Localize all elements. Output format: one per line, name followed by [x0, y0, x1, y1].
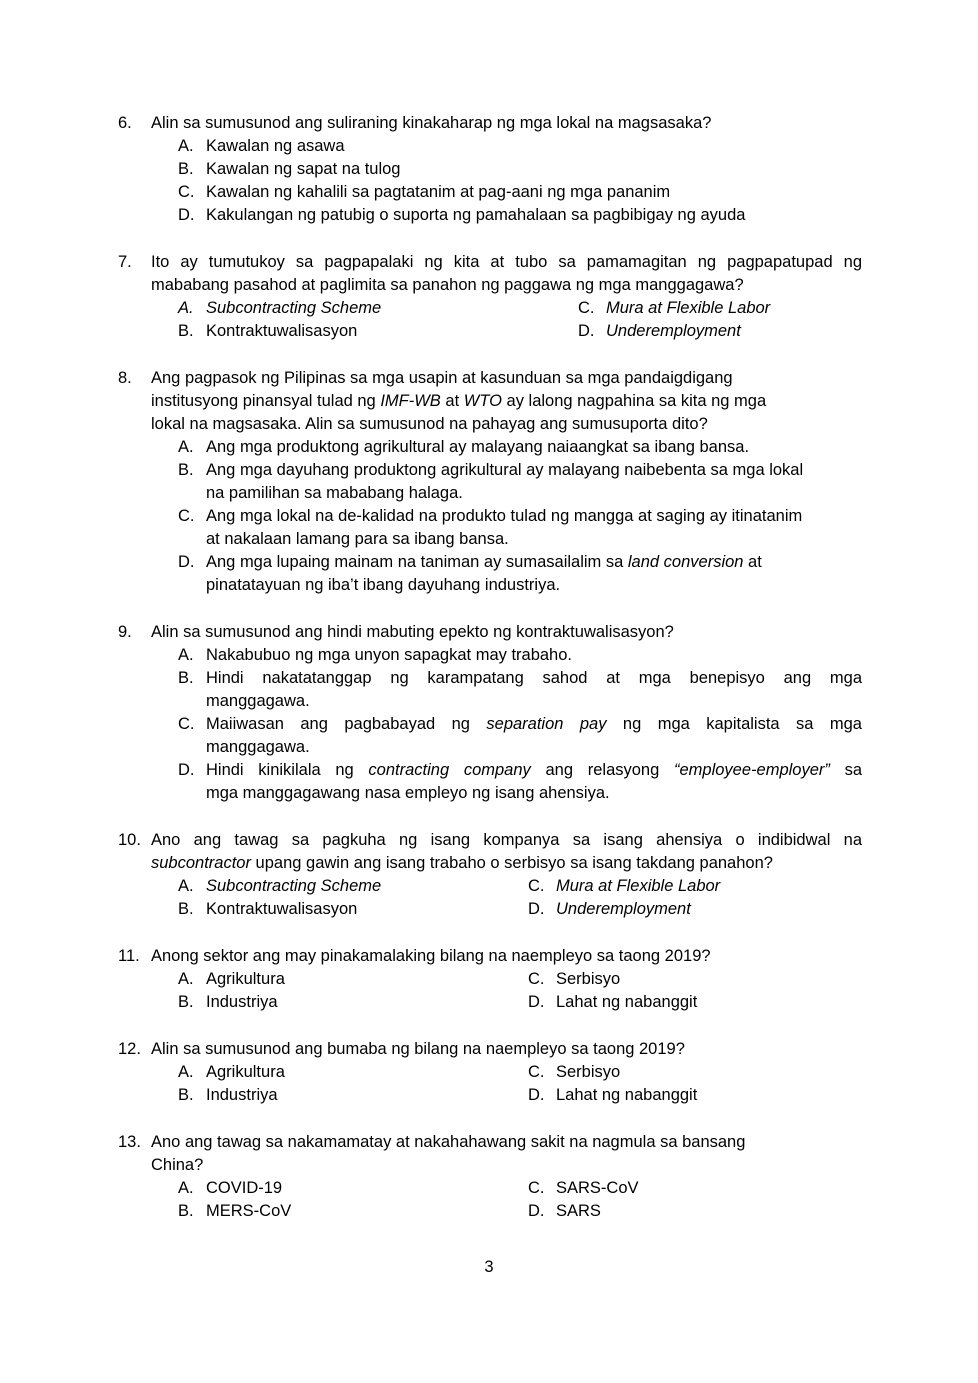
page-number: 3 [484, 1258, 494, 1276]
text: Alin sa sumusunod ang bumaba ng bilang na naempleyo sa taong 2019? [151, 1040, 685, 1058]
option-label: B. [178, 1086, 194, 1104]
text: sa [829, 761, 863, 779]
option-label: D. [528, 993, 545, 1011]
option-a [178, 135, 862, 158]
option-a [178, 1061, 528, 1084]
text: Serbisyo [556, 1063, 621, 1081]
text: institusyong pinansyal tulad ng [151, 392, 381, 410]
text: Agrikultura [206, 1063, 285, 1081]
option-b [178, 898, 528, 921]
text-line [556, 1084, 862, 1107]
text: at [743, 553, 762, 571]
option-text [206, 505, 862, 551]
question-prompt [151, 621, 862, 644]
italic-text: land conversion [627, 553, 744, 571]
option-label: D. [178, 206, 195, 224]
text-line [151, 945, 862, 968]
text: ay lalong nagpahina sa kita ng mga [501, 392, 767, 410]
option-label: D. [178, 761, 195, 779]
options [178, 1177, 862, 1223]
question-number: 13. [118, 1133, 141, 1151]
option-c [178, 181, 862, 204]
text-line [206, 991, 528, 1014]
text: Agrikultura [206, 970, 285, 988]
text-line [206, 528, 862, 551]
option-text [206, 320, 578, 343]
question-9 [118, 621, 862, 805]
option-b [178, 667, 862, 713]
text: Industriya [206, 993, 278, 1011]
question-header [118, 1038, 862, 1061]
option-text [206, 991, 528, 1014]
option-c [528, 968, 862, 991]
option-text [556, 991, 862, 1014]
option-label: C. [578, 299, 595, 317]
text-line [206, 667, 862, 690]
option-a [178, 297, 578, 320]
text-line [206, 736, 862, 759]
text: Ang mga dayuhang produktong agrikultural ay malayang naibebenta sa mga lokal [206, 461, 804, 479]
text: Anong sektor ang may pinakamalaking bilang na naempleyo sa taong 2019? [151, 947, 711, 965]
option-text [556, 1061, 862, 1084]
option-label: D. [528, 900, 545, 918]
text-line [206, 690, 862, 713]
text-line [206, 759, 862, 782]
option-label: B. [178, 1202, 194, 1220]
question-header [118, 367, 862, 436]
question-prompt [151, 945, 862, 968]
text-line [206, 968, 528, 991]
option-text [206, 667, 862, 713]
italic-text: “employee-employer” [673, 761, 830, 779]
option-label: C. [178, 715, 195, 733]
text: ang relasyong [530, 761, 674, 779]
option-label: A. [178, 1179, 194, 1197]
text: Kawalan ng kahalili sa pagtatanim at pag-aani ng mga pananim [206, 183, 671, 201]
option-label: A. [178, 1063, 194, 1081]
text-line [206, 713, 862, 736]
option-text [556, 1177, 862, 1200]
text-line [556, 875, 862, 898]
question-number: 7. [118, 253, 132, 271]
question-number: 6. [118, 114, 132, 132]
option-b [178, 459, 862, 505]
text-line [556, 1177, 862, 1200]
option-label: B. [178, 993, 194, 1011]
option-a [178, 875, 528, 898]
option-text [206, 297, 578, 320]
text: upang gawin ang isang trabaho o serbisyo sa isang takdang panahon? [250, 854, 773, 872]
italic-text: separation pay [486, 715, 607, 733]
option-label: D. [178, 553, 195, 571]
option-text [206, 968, 528, 991]
italic-text: contracting company [368, 761, 531, 779]
option-text [206, 436, 862, 459]
text: Industriya [206, 1086, 278, 1104]
question-prompt [151, 112, 862, 135]
text-line [206, 1200, 528, 1223]
text-line [206, 482, 862, 505]
text: manggagawa. [206, 692, 310, 710]
text-line [206, 135, 862, 158]
text: lokal na magsasaka. Alin sa sumusunod na pahayag ang sumusuporta dito? [151, 415, 708, 433]
italic-text: WTO [463, 392, 502, 410]
options [178, 1061, 862, 1107]
option-label: B. [178, 900, 194, 918]
option-label: C. [178, 507, 195, 525]
options [178, 135, 862, 227]
text-line [151, 1131, 862, 1154]
option-label: A. [178, 970, 194, 988]
option-d [528, 1084, 862, 1107]
option-text [556, 1084, 862, 1107]
option-label: D. [578, 322, 595, 340]
text-line [606, 320, 862, 343]
option-text [206, 181, 862, 204]
option-label: A. [178, 877, 194, 895]
option-text [206, 158, 862, 181]
text: Hindi kinikilala ng [206, 761, 369, 779]
option-text [206, 459, 862, 505]
question-header [118, 621, 862, 644]
question-prompt [151, 367, 862, 436]
option-d [578, 320, 862, 343]
option-text [556, 875, 862, 898]
option-text [206, 898, 528, 921]
option-a [178, 1177, 528, 1200]
option-label: A. [178, 299, 194, 317]
option-text [206, 1200, 528, 1223]
options [178, 436, 862, 597]
text: manggagawa. [206, 738, 310, 756]
text-line [151, 413, 862, 436]
option-text [206, 1177, 528, 1200]
text-line [151, 251, 862, 274]
option-d [528, 1200, 862, 1223]
text-line [206, 875, 528, 898]
question-number: 11. [118, 947, 140, 965]
option-label: A. [178, 438, 194, 456]
option-a [178, 436, 862, 459]
text-line [206, 782, 862, 805]
text: mababang pasahod at paglimita sa panahon ng paggawa ng mga manggagawa? [151, 276, 744, 294]
text: na pamilihan sa mababang halaga. [206, 484, 463, 502]
text-line [151, 1038, 862, 1061]
italic-text: Underemployment [606, 322, 741, 340]
text: SARS [556, 1202, 601, 1220]
option-a [178, 968, 528, 991]
option-d [528, 991, 862, 1014]
text-line [151, 390, 862, 413]
text-line [206, 644, 862, 667]
question-number: 10. [118, 831, 141, 849]
text-line [206, 181, 862, 204]
text-line [556, 991, 862, 1014]
text-line [206, 320, 578, 343]
text: Hindi nakatatanggap ng karampatang sahod at mga benepisyo ang mga [206, 669, 862, 687]
italic-text: IMF-WB [380, 392, 441, 410]
option-d [178, 204, 862, 227]
question-header [118, 829, 862, 875]
italic-text: Subcontracting Scheme [206, 299, 382, 317]
option-label: D. [528, 1202, 545, 1220]
text: Alin sa sumusunod ang suliraning kinakaharap ng mga lokal na magsasaka? [151, 114, 712, 132]
text: at [440, 392, 464, 410]
question-header [118, 112, 862, 135]
option-text [206, 1061, 528, 1084]
options [178, 875, 862, 921]
question-number: 12. [118, 1040, 141, 1058]
text-line [606, 297, 862, 320]
option-text [556, 968, 862, 991]
text: Ang mga lupaing mainam na taniman ay sumasailalim sa [206, 553, 628, 571]
question-prompt [151, 251, 862, 297]
option-text [206, 644, 862, 667]
option-b [178, 1084, 528, 1107]
question-11 [118, 945, 862, 1014]
options [178, 644, 862, 805]
text-line [206, 297, 578, 320]
option-label: B. [178, 669, 194, 687]
text-line [206, 436, 862, 459]
option-b [178, 991, 528, 1014]
text-line [151, 1154, 862, 1177]
option-c [178, 713, 862, 759]
option-c [528, 875, 862, 898]
question-prompt [151, 829, 862, 875]
text-line [151, 621, 862, 644]
text-line [206, 204, 862, 227]
text-line [151, 112, 862, 135]
text-line [206, 898, 528, 921]
option-c [178, 505, 862, 551]
text-line [556, 968, 862, 991]
text: China? [151, 1156, 204, 1174]
questions-area [118, 112, 862, 1247]
question-prompt [151, 1038, 862, 1061]
text-line [206, 505, 862, 528]
option-label: C. [528, 877, 545, 895]
text: Ano ang tawag sa nakamamatay at nakahahawang sakit na nagmula sa bansang [151, 1133, 746, 1151]
option-label: C. [528, 1063, 545, 1081]
question-10 [118, 829, 862, 921]
text-line [556, 1200, 862, 1223]
question-prompt [151, 1131, 862, 1177]
question-number: 9. [118, 623, 132, 641]
text: Ano ang tawag sa pagkuha ng isang kompanya sa isang ahensiya o indibidwal na [151, 831, 862, 849]
text: pinatatayuan ng iba’t ibang dayuhang industriya. [206, 576, 561, 594]
question-12 [118, 1038, 862, 1107]
question-6 [118, 112, 862, 227]
option-b [178, 320, 578, 343]
text-line [206, 574, 862, 597]
text: Ito ay tumutukoy sa pagpapalaki ng kita at tubo sa pamamagitan ng pagpapatupad ng [151, 253, 862, 271]
text: SARS-CoV [556, 1179, 639, 1197]
text: Maiiwasan ang pagbabayad ng [206, 715, 487, 733]
text: Kontraktuwalisasyon [206, 900, 358, 918]
text: Nakabubuo ng mga unyon sapagkat may trabaho. [206, 646, 572, 664]
option-c [528, 1061, 862, 1084]
text: Kakulangan ng patubig o suporta ng pamahalaan sa pagbibigay ng ayuda [206, 206, 746, 224]
option-text [206, 1084, 528, 1107]
option-text [556, 898, 862, 921]
text: at nakalaan lamang para sa ibang bansa. [206, 530, 509, 548]
option-label: B. [178, 461, 194, 479]
text: ng mga kapitalista sa mga [606, 715, 862, 733]
option-label: C. [528, 1179, 545, 1197]
question-13 [118, 1131, 862, 1223]
text: Kawalan ng sapat na tulog [206, 160, 401, 178]
option-c [528, 1177, 862, 1200]
option-text [606, 320, 862, 343]
question-header [118, 251, 862, 297]
italic-text: subcontractor [151, 854, 251, 872]
option-b [178, 158, 862, 181]
text-line [206, 1084, 528, 1107]
question-8 [118, 367, 862, 597]
text: Ang mga produktong agrikultural ay malayang naiaangkat sa ibang bansa. [206, 438, 750, 456]
text: MERS-CoV [206, 1202, 292, 1220]
option-label: C. [528, 970, 545, 988]
option-label: A. [178, 137, 194, 155]
text: Kawalan ng asawa [206, 137, 345, 155]
text-line [151, 852, 862, 875]
option-label: A. [178, 646, 194, 664]
text-line [206, 551, 862, 574]
text-line [151, 274, 862, 297]
italic-text: Underemployment [556, 900, 691, 918]
text: Ang mga lokal na de-kalidad na produkto tulad ng mangga at saging ay itinatanim [206, 507, 803, 525]
text: Ang pagpasok ng Pilipinas sa mga usapin at kasunduan sa mga pandaigdigang [151, 369, 733, 387]
text-line [556, 1061, 862, 1084]
text: mga manggagawang nasa empleyo ng isang ahensiya. [206, 784, 610, 802]
option-text [206, 713, 862, 759]
question-7 [118, 251, 862, 343]
text: COVID-19 [206, 1179, 283, 1197]
option-text [606, 297, 862, 320]
option-c [578, 297, 862, 320]
text: Serbisyo [556, 970, 621, 988]
option-text [206, 759, 862, 805]
option-label: D. [528, 1086, 545, 1104]
text-line [206, 1061, 528, 1084]
text-line [151, 367, 862, 390]
text-line [151, 829, 862, 852]
italic-text: Mura at Flexible Labor [556, 877, 721, 895]
text-line [206, 158, 862, 181]
option-text [206, 875, 528, 898]
text: Kontraktuwalisasyon [206, 322, 358, 340]
option-d [528, 898, 862, 921]
option-text [206, 551, 862, 597]
text-line [206, 1177, 528, 1200]
italic-text: Subcontracting Scheme [206, 877, 382, 895]
options [178, 968, 862, 1014]
option-text [556, 1200, 862, 1223]
option-label: C. [178, 183, 195, 201]
question-header [118, 1131, 862, 1177]
question-number: 8. [118, 369, 132, 387]
option-text [206, 135, 862, 158]
option-b [178, 1200, 528, 1223]
text: Lahat ng nabanggit [556, 993, 698, 1011]
option-text [206, 204, 862, 227]
option-label: B. [178, 322, 194, 340]
option-d [178, 551, 862, 597]
options [178, 297, 862, 343]
text-line [206, 459, 862, 482]
option-d [178, 759, 862, 805]
option-label: B. [178, 160, 194, 178]
question-header [118, 945, 862, 968]
italic-text: Mura at Flexible Labor [606, 299, 771, 317]
text-line [556, 898, 862, 921]
text: Lahat ng nabanggit [556, 1086, 698, 1104]
text: Alin sa sumusunod ang hindi mabuting epekto ng kontraktuwalisasyon? [151, 623, 674, 641]
option-a [178, 644, 862, 667]
